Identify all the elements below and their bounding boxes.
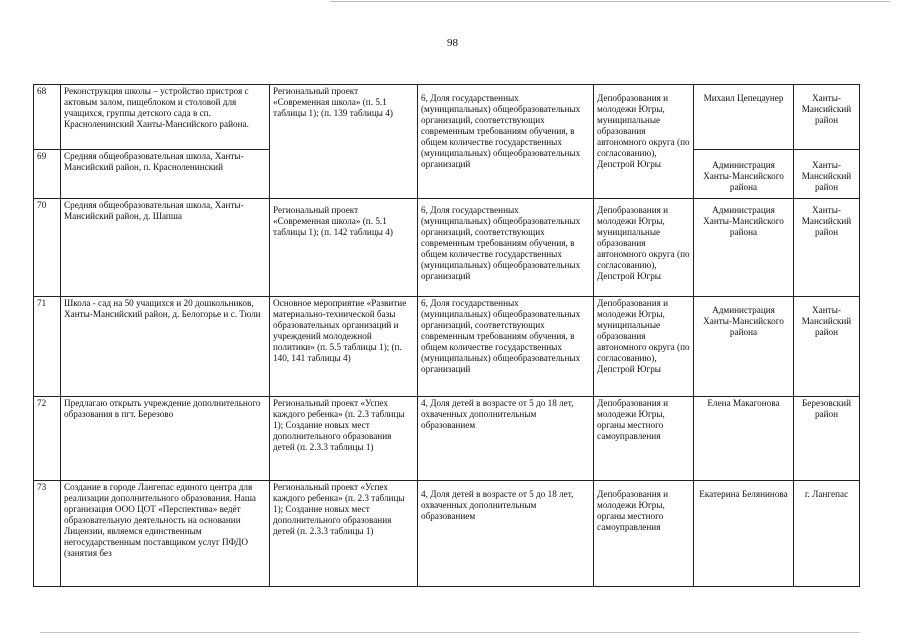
district: г. Лангепас [794,481,860,587]
project-name: Средняя общеобразовательная школа, Ханты-Мансийский район, п. Красноленинский [61,150,270,199]
executor: Депобразования и молодежи Югры, органы местного самоуправления [594,481,694,587]
row-number: 68 [34,85,61,150]
program-reference: Региональный проект «Современная школа» (п. 5.1 таблицы 1); (п. 139 таблицы 4) [270,85,418,199]
proposer: Администрация Ханты-Мансийского района [694,150,794,199]
district: Ханты-Мансийский район [794,199,860,297]
table-row [34,481,860,587]
row-number: 69 [34,150,61,199]
program-reference: Основное мероприятие «Развитие материально-технической базы образовательных организаций и учреждений молодежной политики» (п. 5.5 таблицы 1); (п. 140, 141 таблицы 4) [270,297,418,397]
indicator: 6, Доля государственных (муниципальных) общеобразовательных организаций, соответствующих современным требованиям обучения, в общем количестве государственных (муниципальных) общеобразовательных организаций [418,85,594,199]
page-number: 98 [447,37,458,49]
project-name: Реконструкция школы – устройство пристроя с актовым залом, пищеблоком и столовой для учащихся, группы детского сада в сп. Красноленинский Ханты-Мансийского района. [61,85,270,150]
proposer: Екатерина Белянинова [694,481,794,587]
program-reference: Региональный проект «Успех каждого ребенка» (п. 2.3 таблицы 1); Создание новых мест дополнительного образования детей (п. 2.3.3 таблицы 1) [270,481,418,587]
indicator: 4, Доля детей в возрасте от 5 до 18 лет, охваченных дополнительным образованием [418,397,594,481]
row-number: 71 [34,297,61,397]
indicator: 6, Доля государственных (муниципальных) общеобразовательных организаций, соответствующих современным требованиям обучения, в общем количестве государственных (муниципальных) общеобразовательных организаций [418,199,594,297]
project-name: Школа - сад на 50 учащихся и 20 дошкольников, Ханты-Мансийский район, д. Белогорье и с. Тюли [61,297,270,397]
table-row [34,199,860,297]
proposer: Администрация Ханты-Мансийского района [694,297,794,397]
projects-table [33,84,860,587]
project-name: Предлагаю открыть учреждение дополнительного образования в пгт. Березово [61,397,270,481]
row-number: 72 [34,397,61,481]
district: Ханты-Мансийский район [794,150,860,199]
row-number: 73 [34,481,61,587]
row-number: 70 [34,199,61,297]
district: Березовский район [794,397,860,481]
table-row [34,85,860,150]
district: Ханты-Мансийский район [794,297,860,397]
proposer: Администрация Ханты-Мансийского района [694,199,794,297]
executor: Депобразования и молодежи Югры, органы местного самоуправления [594,397,694,481]
project-name: Средняя общеобразовательная школа, Ханты-Мансийский район, д. Шапша [61,199,270,297]
table-row [34,297,860,397]
executor: Депобразования и молодежи Югры, муниципальные образования автономного округа (по согласованию), Депстрой Югры [594,85,694,199]
program-reference: Региональный проект «Современная школа» (п. 5.1 таблицы 1); (п. 142 таблицы 4) [270,199,418,297]
program-reference: Региональный проект «Успех каждого ребенка» (п. 2.3 таблицы 1); Создание новых мест дополнительного образования детей (п. 2.3.3 таблицы 1) [270,397,418,481]
table-row [34,397,860,481]
proposer: Елена Макагонова [694,397,794,481]
proposer: Михаил Цепецаунер [694,85,794,150]
indicator: 4, Доля детей в возрасте от 5 до 18 лет, охваченных дополнительным образованием [418,481,594,587]
scan-edge-bottom [40,632,860,633]
scan-edge-top [330,1,890,2]
executor: Депобразования и молодежи Югры, муниципальные образования автономного округа (по согласованию), Депстрой Югры [594,199,694,297]
executor: Депобразования и молодежи Югры, муниципальные образования автономного округа (по согласованию), Депстрой Югры [594,297,694,397]
district: Ханты-Мансийский район [794,85,860,150]
indicator: 6, Доля государственных (муниципальных) общеобразовательных организаций, соответствующих современным требованиям обучения, в общем количестве государственных (муниципальных) общеобразовательных организаций [418,297,594,397]
project-name: Создание в городе Лангепас единого центра для реализации дополнительного образования. Наша организация ООО ЦОТ «Перспектива» ведёт образовательную деятельность на основании Лицензии, являемся единственным негосударственным поставщиком услуг ПФДО (занятия без [61,481,270,587]
